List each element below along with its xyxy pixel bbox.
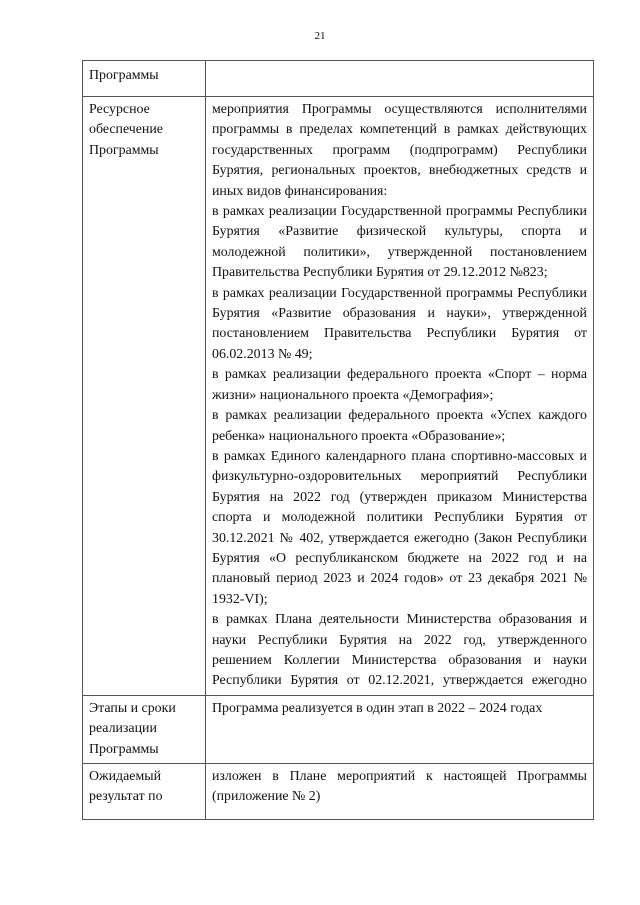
program-passport-table: [82, 60, 594, 820]
page-number: 21: [314, 30, 326, 42]
row-content: [206, 764, 594, 820]
content-paragraph: в рамках реализации федерального проекта «Спорт – норма жизни» национального проекта «Демография»;: [212, 367, 587, 403]
content-paragraph: изложен в Плане мероприятий к настоящей Программы (приложение № 2): [212, 769, 587, 805]
row-label: Ресурсное обеспечение Программы: [83, 97, 206, 696]
row-label: Программы: [83, 61, 206, 97]
content-paragraph: в рамках реализации Государственной программы Республики Бурятия «Развитие образования и науки», утвержденной постановлением Правительства Республики Бурятия от 06.02.2013 № 49;: [212, 285, 587, 362]
content-paragraph: в рамках реализации Государственной программы Республики Бурятия «Развитие физической культуры, спорта и молодежной политики», утвержденной постановлением Правительства Республики Бурятия от 29.12.2012 №823;: [212, 204, 587, 281]
content-paragraph: Программа реализуется в один этап в 2022 – 2024 годах: [212, 700, 543, 716]
content-paragraph: в рамках Единого календарного плана спортивно-массовых и физкультурно-оздоровительных мероприятий Республики Бурятия на 2022 год (утвержден приказом Министерства спорта и молодежной политики Республики Бурятия от 30.12.2021 № 402, утверждается ежегодно (Закон Республики Бурятия «О республиканском бюджете на 2022 год и на плановый период 2023 и 2024 годов» от 23 декабря 2021 № 1932-VI);: [212, 448, 587, 607]
row-content: [206, 61, 594, 97]
table-row: [83, 695, 594, 763]
content-paragraph: мероприятия Программы осуществляются исполнителями программы в пределах компетенций в рамках действующих государственных программ (подпрограмм) Республики Бурятия, региональных проектов, внебюджетных средств и иных видов финансирования:: [212, 102, 587, 199]
table-row: [83, 764, 594, 820]
row-content: [206, 97, 594, 696]
row-content: [206, 695, 594, 763]
table-row: [83, 61, 594, 97]
content-paragraph: в рамках реализации федерального проекта «Успех каждого ребенка» национального проекта «Образование»;: [212, 408, 587, 444]
row-label: Этапы и сроки реализации Программы: [83, 695, 206, 763]
table-row: [83, 97, 594, 696]
content-paragraph: в рамках Плана деятельности Министерства образования и науки Республики Бурятия на 2022 год, утвержденного решением Коллегии Министерства образования и науки Республики Бурятия от 02.12.2021, утверждается ежегодно: [212, 612, 587, 689]
row-label: Ожидаемый результат по: [83, 764, 206, 820]
